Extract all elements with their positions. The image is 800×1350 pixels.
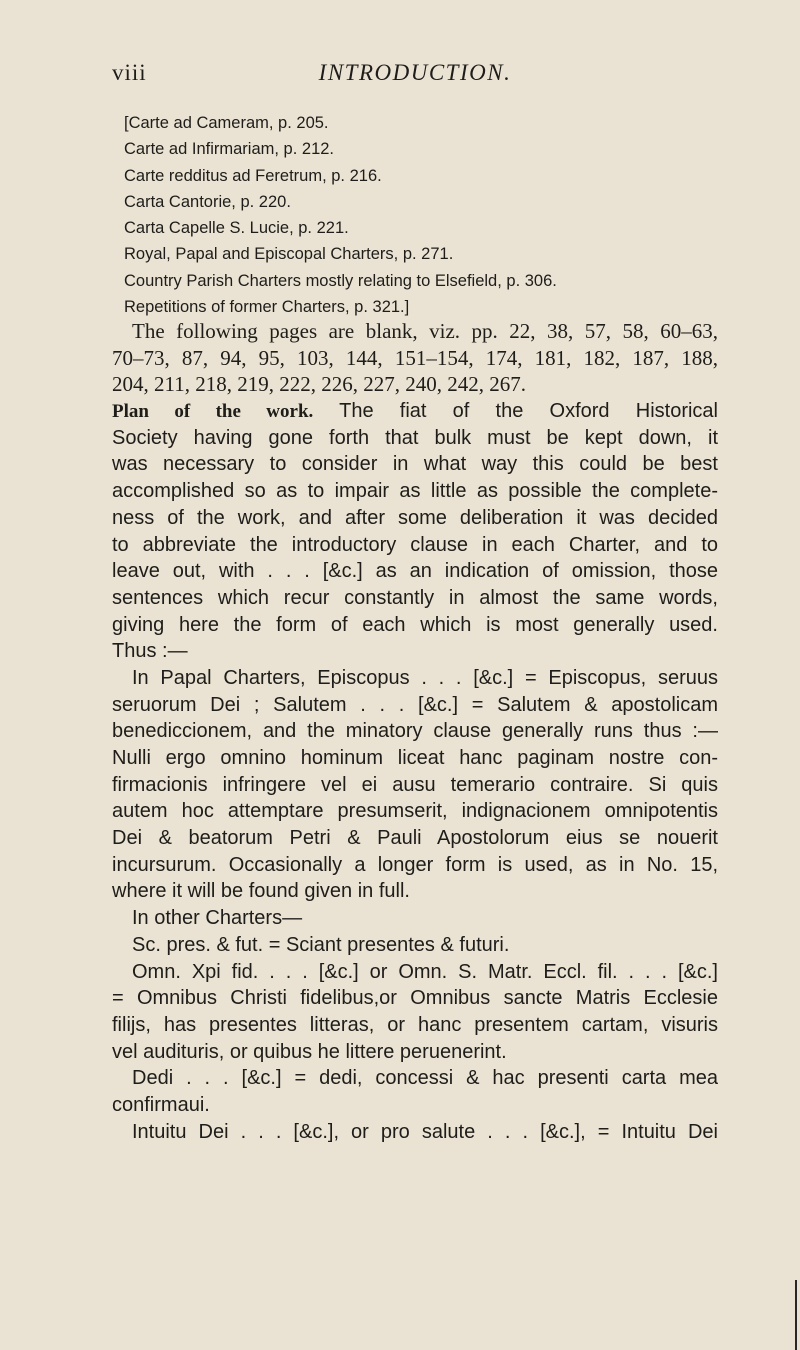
list-item: Carte redditus ad Feretrum, p. 216.: [124, 166, 382, 185]
text-line: Thus :—: [112, 640, 188, 663]
body-text: [112, 318, 718, 1145]
text-line: seruorum Dei ; Salutem . . . [&c.] = Salutem & apostolicam: [112, 693, 718, 716]
list-item: Royal, Papal and Episcopal Charters, p. 271.: [124, 245, 454, 264]
text-line: Society having gone forth that bulk must be kept down, it: [112, 426, 718, 449]
text-line: ness of the work, and after some deliberation it was decided: [112, 506, 718, 529]
text-line: leave out, with . . . [&c.] as an indication of omission, those: [112, 560, 718, 583]
running-title: INTRODUCTION.: [318, 60, 512, 85]
page-number: viii: [112, 60, 147, 85]
list-item: Carte ad Infirmariam, p. 212.: [124, 140, 335, 159]
text-line: Dedi . . . [&c.] = dedi, concessi & hac presenti carta mea: [132, 1067, 718, 1090]
text-line: 70–73, 87, 94, 95, 103, 144, 151–154, 174, 181, 182, 187, 188,: [112, 345, 718, 370]
text-line: firmacionis infringere vel ei ausu temerario contraire. Si quis: [112, 773, 718, 796]
text-line: autem hoc attemptare presumserit, indignacionem omnipotentis: [112, 800, 718, 823]
text-line: vel audituris, or quibus he littere peruenerint.: [112, 1040, 507, 1063]
text-line: benediccionem, and the minatory clause generally runs thus :—: [112, 720, 718, 743]
blank-pages-paragraph: [112, 318, 718, 398]
text-line: incursurum. Occasionally a longer form is used, as in No. 15,: [112, 853, 718, 876]
text-line: giving here the form of each which is most generally used.: [112, 613, 718, 636]
text-line: The following pages are blank, viz. pp. 22, 38, 57, 58, 60–63,: [132, 319, 718, 343]
text-line: filijs, has presentes litteras, or hanc presentem cartam, visuris: [112, 1013, 718, 1036]
text-line: where it will be found given in full.: [112, 880, 410, 903]
papal-charters-paragraph: [112, 665, 718, 905]
text-line: Dei & beatorum Petri & Pauli Apostolorum eius se nouerit: [112, 827, 718, 850]
running-head: [112, 60, 718, 90]
text-line: 204, 211, 218, 219, 222, 226, 227, 240, 242, 267.: [112, 372, 526, 397]
plan-paragraph: [112, 398, 718, 665]
text-line: Omn. Xpi fid. . . . [&c.] or Omn. S. Matr. Eccl. fil. . . . [&c.]: [132, 960, 718, 983]
text-line: Nulli ergo omnino hominum liceat hanc paginam nostre con-: [112, 747, 718, 769]
page-edge-line: [795, 1280, 797, 1350]
heading-line-rest: The fiat of the Oxford Historical: [339, 400, 718, 423]
text-line: Sc. pres. & fut. = Sciant presentes & futuri.: [132, 933, 510, 956]
text-line: In other Charters—: [132, 907, 303, 930]
other-charters-paragraph: [112, 905, 718, 1145]
contents-list: [124, 110, 724, 320]
text-line: confirmaui.: [112, 1093, 210, 1116]
text-line: [112, 398, 718, 425]
text-line: In Papal Charters, Episcopus . . . [&c.] = Episcopus, seruus: [132, 666, 718, 689]
section-heading: Plan of the work.: [112, 401, 314, 423]
list-item: Country Parish Charters mostly relating to Elsefield, p. 306.: [124, 271, 557, 290]
text-line: accomplished so as to impair as little as possible the complete-: [112, 480, 718, 503]
text-line: was necessary to consider in what way this could be best: [112, 453, 718, 476]
text-line: Intuitu Dei . . . [&c.], or pro salute . . . [&c.], = Intuitu Dei: [132, 1120, 718, 1143]
list-item: Carta Cantorie, p. 220.: [124, 192, 291, 211]
list-item: Repetitions of former Charters, p. 321.]: [124, 298, 410, 317]
text-line: to abbreviate the introductory clause in each Charter, and to: [112, 533, 718, 556]
text-line: = Omnibus Christi fidelibus,or Omnibus sancte Matris Ecclesie: [112, 987, 718, 1010]
list-item: Carta Capelle S. Lucie, p. 221.: [124, 219, 349, 238]
list-item: [Carte ad Cameram, p. 205.: [124, 114, 329, 132]
text-line: sentences which recur constantly in almost the same words,: [112, 586, 718, 609]
